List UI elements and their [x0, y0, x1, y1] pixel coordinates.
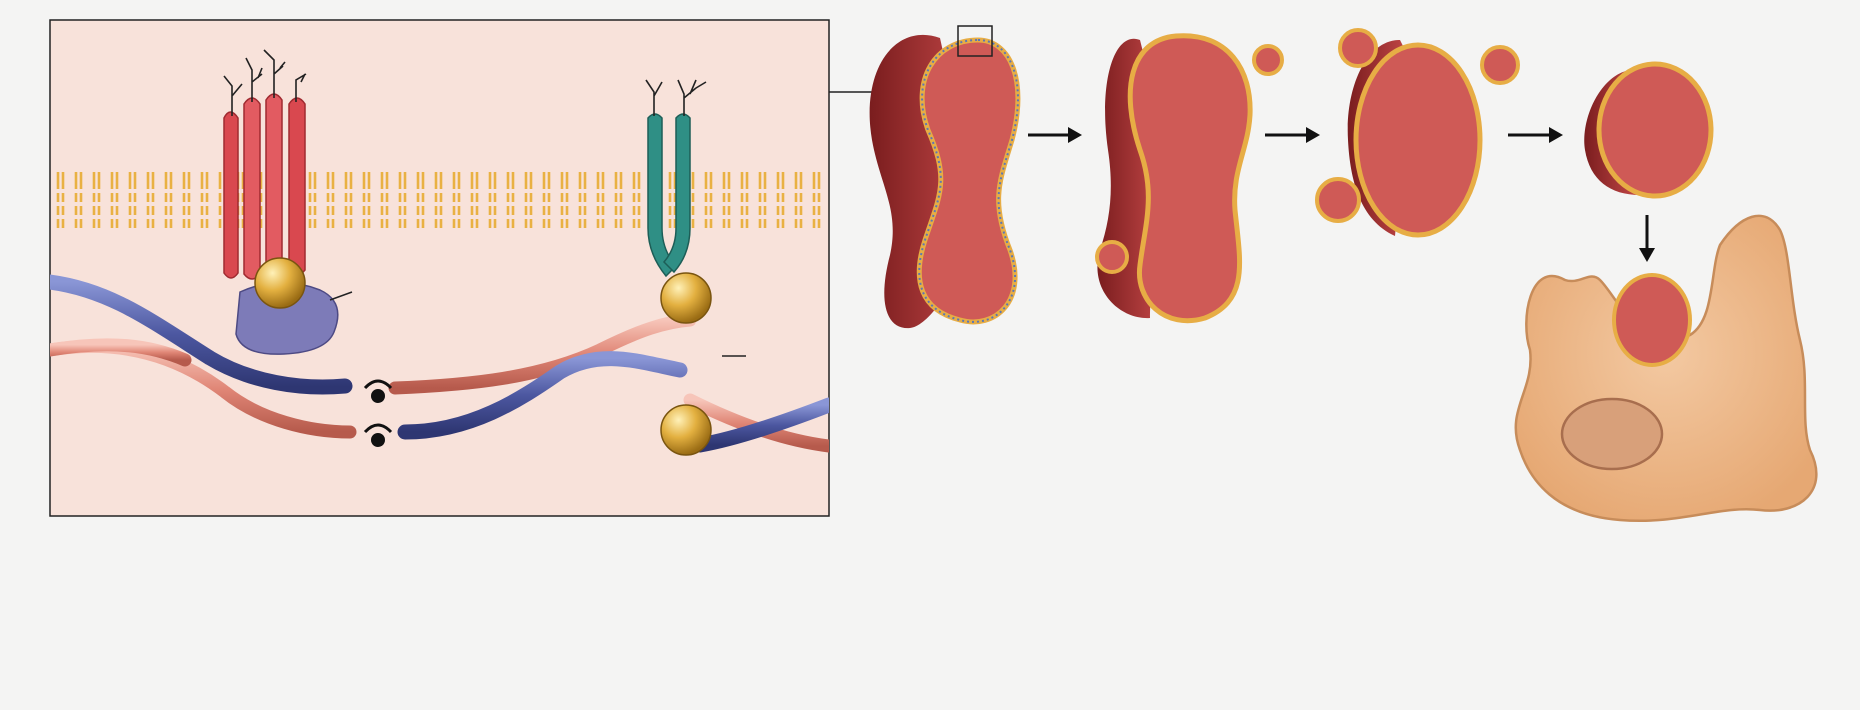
arrow-1: [1028, 127, 1082, 143]
vesicle-top-right: [1482, 47, 1518, 83]
vesicle-bottom-left: [1317, 179, 1359, 221]
lipid-tails: [50, 170, 829, 228]
budding-rbc-2: [1317, 30, 1518, 236]
left-panel: [50, 20, 829, 516]
vesicle-top-left: [1340, 30, 1376, 66]
spectrin-junction-bottom: [371, 433, 385, 447]
arrow-3: [1508, 127, 1563, 143]
engulfed-spherocyte: [1614, 275, 1690, 365]
right-panel: [870, 26, 1817, 521]
band-4-1-top-protein: [661, 273, 711, 323]
budding-rbc-1: [1097, 36, 1282, 321]
band-4-2-protein: [255, 258, 305, 308]
macrophage-nucleus: [1562, 399, 1662, 469]
arrow-2: [1265, 127, 1320, 143]
spherocyte-cell: [1584, 64, 1711, 196]
spectrin-junction-top: [371, 389, 385, 403]
normal-rbc: [870, 26, 1018, 328]
band-4-1-bottom-protein: [661, 405, 711, 455]
splenic-macrophage: [1516, 216, 1817, 521]
arrow-down: [1639, 215, 1655, 262]
